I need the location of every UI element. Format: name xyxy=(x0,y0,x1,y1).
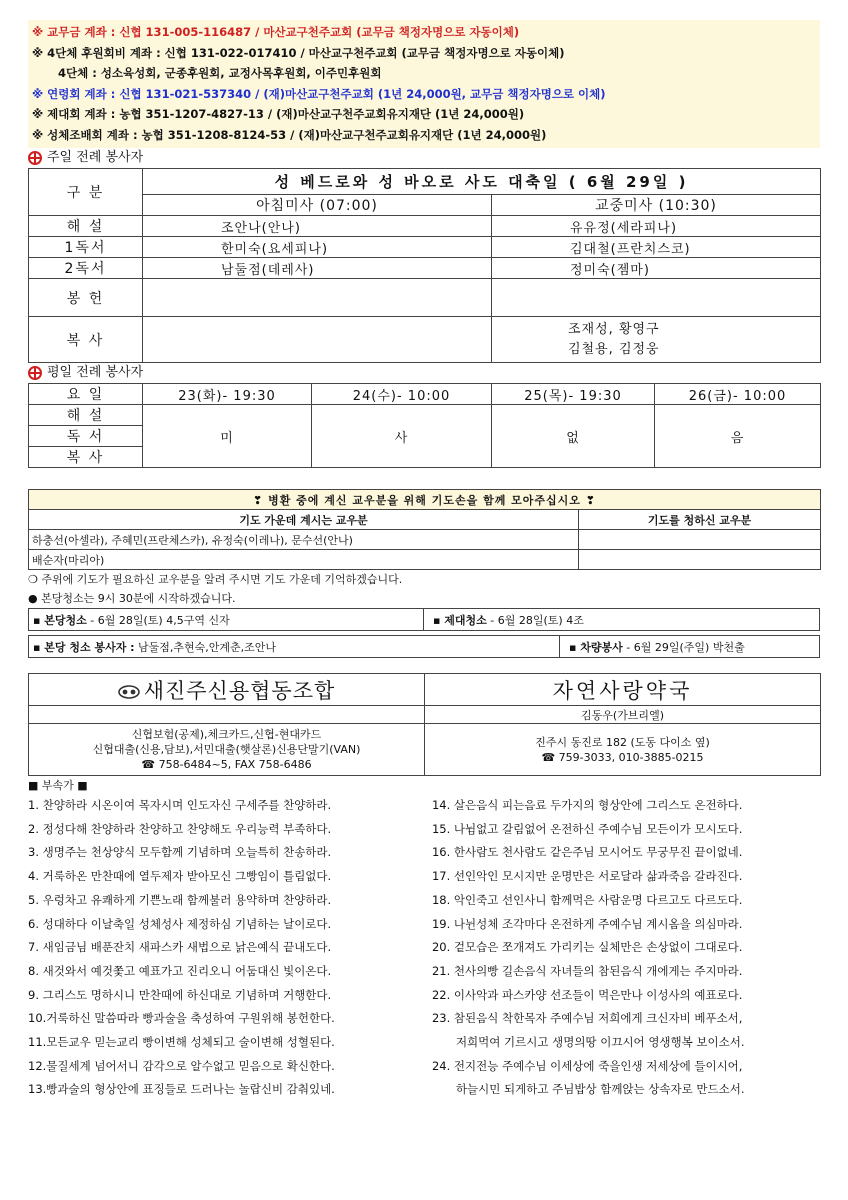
hymn-body xyxy=(28,794,820,1102)
account-line-adoration: ※ 성체조배회 계좌 : 농협 351-1208-8124-53 / (재)마산교구천주교회유지재단 (1년 24,000원) xyxy=(32,127,547,142)
account-line-funeral: ※ 연령회 계좌 : 신협 131-021-537340 / (재)마산교구천주교회 (1년 24,000원, 교무금 책정자명으로 이체) xyxy=(32,86,606,101)
notes xyxy=(28,570,820,608)
pharmacy-info: 진주시 동진로 182 (도동 다이소 옆) ☎ 759-3033, 010-3885-0215 xyxy=(425,724,821,776)
volunteer-cell: 조재성, 황영구 김철용, 김정웅 xyxy=(492,317,821,363)
red-cross-circle-icon xyxy=(28,366,42,380)
hymn-verse: 8. 새것와서 예것쫓고 예표가고 진리오니 어둠대신 빛이온다. xyxy=(28,963,332,978)
note-cleaning-time: ● 본당청소는 9시 30분에 시작하겠습니다. xyxy=(28,592,236,605)
cleaning-bar: ▪ 본당청소 - 6월 28일(토) 4,5구역 신자 ▪ 제대청소 - 6월 28일(토) 4조 xyxy=(28,608,820,631)
hymn-verse: 1. 찬양하라 시온이여 목자시며 인도자신 구세주를 찬양하라. xyxy=(28,798,332,812)
account-line-offering: ※ 교무금 계좌 : 신협 131-005-116487 / 마산교구천주교회 (교무금 책정자명으로 자동이체) xyxy=(32,25,520,39)
account-line-4groups: ※ 4단체 후원회비 계좌 : 신협 131-022-017410 / 마산교구천주교회 (교무금 책정자명으로 자동이체) xyxy=(32,45,565,60)
hymn-verse: 4. 거룩하온 만찬때에 열두제자 받아모신 그빵임이 틀림없다. xyxy=(28,869,332,884)
volunteer-cell: 조안나(안나) xyxy=(143,216,492,237)
feast-title: 성 베드로와 성 바오로 사도 대축일 ( 6월 29일 ) xyxy=(143,169,821,195)
volunteer-cell: 한미숙(요세피나) xyxy=(143,237,492,258)
hymn-verse: 2. 정성다해 찬양하라 찬양하고 찬양해도 우리능력 부족하다. xyxy=(28,821,332,836)
hymn-verse: 10.거룩하신 말씀따라 빵과술을 축성하여 구원위해 봉헌한다. xyxy=(28,1011,335,1026)
hymn-column-left xyxy=(28,794,432,1102)
volunteer-cell: 김대철(프란치스코) xyxy=(492,237,821,258)
sunday-section-title: 주일 전례 봉사자 xyxy=(28,148,820,168)
pharmacy-owner: 김동우(가브리엘) xyxy=(425,706,821,724)
prayer-row: 배순자(마리아) xyxy=(29,550,579,570)
prayer-row-requester xyxy=(579,550,821,570)
prayer-title: ❣ 병환 중에 계신 교우분을 위해 기도손을 함께 모아주십시오 ❣ xyxy=(29,490,821,510)
hymn-verse: 19. 나뉜성체 조각마다 온전하게 주예수님 계시옴을 의심마라. xyxy=(431,916,743,931)
volunteer-cell: 유유정(세라피나) xyxy=(492,216,821,237)
hymn-verse: 23. 참된음식 착한목자 주예수님 저희에게 크신자비 베푸소서, xyxy=(431,1011,743,1026)
volunteer-cell: 남둘점(데레사) xyxy=(143,258,492,279)
hymn-verse: 20. 겉모습은 쪼개져도 가리키는 실체만은 손상없이 그대로다. xyxy=(431,940,743,955)
hymn-verse: 21. 천사의빵 길손음식 자녀들의 참된음식 개에게는 주지마라. xyxy=(431,963,743,978)
weekday-section-title: 평일 전례 봉사자 xyxy=(28,363,820,383)
main-mass: 교중미사 (10:30) xyxy=(492,195,821,216)
hymn-verse: 저희먹여 기르시고 생명의땅 이끄시어 영생행복 보이소서. xyxy=(455,1035,745,1050)
pharmacy-title: 자연사랑약국 xyxy=(425,674,821,706)
prayer-row-requester xyxy=(579,530,821,550)
row-label: 해 설 xyxy=(29,216,143,237)
hymn-verse: 24. 전지전능 주예수님 이세상에 죽을인생 저세상에 들이시어, xyxy=(431,1058,743,1073)
hymn-verse: 16. 한사람도 천사람도 같은주님 모시어도 무궁무진 끝이없네. xyxy=(431,845,743,860)
red-cross-circle-icon xyxy=(28,151,42,165)
hymn-verse: 13.빵과술의 형상안에 표징들로 드러나는 놀랍신비 감춰있네. xyxy=(28,1082,335,1097)
weekday-value: 미 xyxy=(143,405,312,468)
prayer-row: 하충선(아셀라), 주혜민(프란체스카), 유정숙(이레나), 문수선(안나) xyxy=(29,530,579,550)
weekday-value: 없 xyxy=(492,405,655,468)
row-label: 1독서 xyxy=(29,237,143,258)
credit-union-info: 신협보험(공제),체크카드,신협-현대카드 신협대출(신용,담보),서민대출(햇살론)신용단말기(VAN) ☎ 758-6484~5, FAX 758-6486 xyxy=(29,724,425,776)
row-label: 봉 헌 xyxy=(29,279,143,317)
prayer-table xyxy=(28,489,821,570)
credit-union-sub xyxy=(29,706,425,724)
volunteer-cell: 정미숙(젬마) xyxy=(492,258,821,279)
weekday-value: 사 xyxy=(312,405,492,468)
hymn-verse: 6. 성대하다 이날축일 성체성사 제정하심 기념하는 날이로다. xyxy=(28,916,332,931)
volunteer-cell xyxy=(143,279,492,317)
weekday-value: 음 xyxy=(655,405,821,468)
day-header: 요 일 xyxy=(29,384,143,405)
volunteer-cell xyxy=(492,279,821,317)
hymn-title: ■ 부속가 ■ xyxy=(28,779,88,792)
hymn-verse: 하늘시민 되게하고 주님밥상 함께앉는 상속자로 만드소서. xyxy=(455,1082,745,1097)
hymn-verse: 15. 나뉨없고 갈림없어 온전하신 주예수님 모든이가 모시도다. xyxy=(431,821,743,836)
volunteer-bar: ▪ 본당 청소 봉사자 : 남둘점,추현숙,안계춘,조안나 ▪ 차량봉사 - 6월 29일(주일) 박천출 xyxy=(28,635,820,658)
hymn-verse: 11.모든교우 믿는교리 빵이변해 성체되고 술이변해 성혈된다. xyxy=(28,1035,335,1050)
hymn-column-right xyxy=(432,794,820,1102)
cooperative-logo-icon xyxy=(118,685,140,699)
account-line-4groups-list: 4단체 : 성소육성회, 군종후원회, 교정사목후원회, 이주민후원회 xyxy=(58,66,382,80)
hymn-verse: 22. 이사악과 파스카양 선조들이 먹은만나 이성사의 예표로다. xyxy=(431,987,743,1002)
ads-table xyxy=(28,673,821,776)
weekday-table xyxy=(28,383,821,468)
row-label: 독 서 xyxy=(29,426,143,447)
note-prayer-request: ❍ 주위에 기도가 필요하신 교우분을 알려 주시면 기도 가운데 기억하겠습니다. xyxy=(28,573,403,586)
morning-mass: 아침미사 (07:00) xyxy=(143,195,492,216)
row-label: 복 사 xyxy=(29,447,143,468)
prayer-col-requester: 기도를 청하신 교우분 xyxy=(579,510,821,530)
category-header: 구 분 xyxy=(29,169,143,216)
credit-union-title: 새진주신용협동조합 xyxy=(29,674,425,706)
hymn-verse: 18. 악인죽고 선인사니 함께먹은 사람운명 다르고도 다르도다. xyxy=(431,892,743,907)
account-line-altar: ※ 제대회 계좌 : 농협 351-1207-4827-13 / (재)마산교구천주교회유지재단 (1년 24,000원) xyxy=(32,107,525,121)
day-cell: 25(목)- 19:30 xyxy=(492,384,655,405)
hymn-verse: 3. 생명주는 천상양식 모두함께 기념하며 오늘특히 찬송하라. xyxy=(28,845,332,860)
account-info xyxy=(28,20,820,148)
sunday-table xyxy=(28,168,821,363)
hymn-verse: 17. 선인악인 모시지만 운명만은 서로달라 삶과죽음 갈라진다. xyxy=(431,869,743,884)
hymn-verse: 5. 우렁차고 유쾌하게 기쁜노래 함께불러 용약하며 찬양하라. xyxy=(28,892,332,907)
row-label: 복 사 xyxy=(29,317,143,363)
hymn-verse: 12.물질세계 넘어서니 감각으로 알수없고 믿음으로 확신한다. xyxy=(28,1058,335,1073)
volunteer-cell xyxy=(143,317,492,363)
day-cell: 23(화)- 19:30 xyxy=(143,384,312,405)
prayer-col-sick: 기도 가운데 계시는 교우분 xyxy=(29,510,579,530)
day-cell: 24(수)- 10:00 xyxy=(312,384,492,405)
row-label: 해 설 xyxy=(29,405,143,426)
row-label: 2독서 xyxy=(29,258,143,279)
hymn-verse: 14. 살은음식 피는음료 두가지의 형상안에 그리스도 온전하다. xyxy=(431,798,743,812)
hymn-verse: 7. 새임금님 배푼잔치 새파스카 새법으로 낡은예식 끝내도다. xyxy=(28,940,332,955)
hymn-verse: 9. 그리스도 명하시니 만찬때에 하신대로 기념하며 거행한다. xyxy=(28,987,332,1002)
day-cell: 26(금)- 10:00 xyxy=(655,384,821,405)
